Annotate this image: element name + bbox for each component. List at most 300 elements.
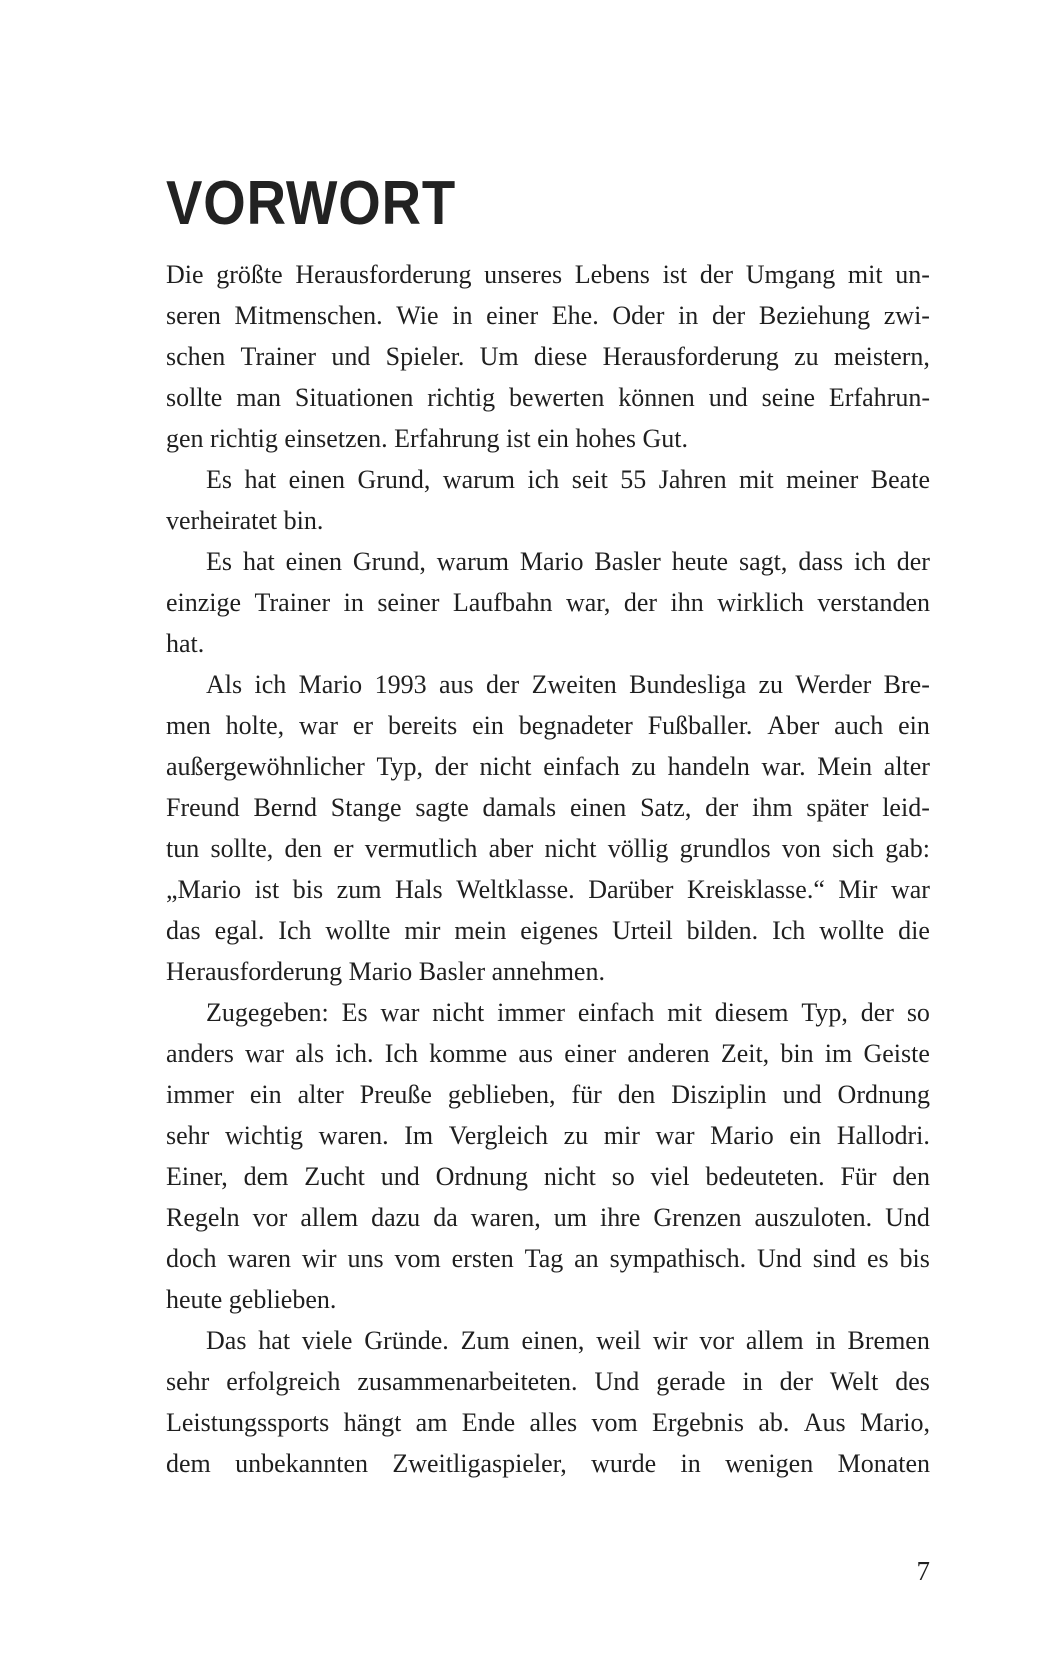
word: holte, [225, 711, 285, 740]
text-line: heute geblieben. [166, 1285, 337, 1314]
word: Oder [612, 301, 665, 330]
word: er [352, 711, 374, 740]
word: Einer, [166, 1162, 228, 1191]
word: außergewöhnlicher [166, 752, 365, 781]
word: Bremen [847, 1326, 930, 1355]
word: aus [518, 1039, 553, 1068]
word: hat [242, 547, 275, 576]
word: ein [898, 711, 930, 740]
word: bereits [387, 711, 458, 740]
word: waren. [318, 1121, 389, 1150]
word: man [236, 383, 282, 412]
word: sollte [166, 383, 223, 412]
word: nicht [544, 834, 597, 863]
word: war [380, 998, 420, 1027]
word: am [415, 1408, 448, 1437]
word: hat [258, 1326, 291, 1355]
word: Ehe. [551, 301, 599, 330]
word: tun [166, 834, 200, 863]
word: alter [297, 1080, 344, 1109]
word: anderen [627, 1039, 710, 1068]
word: Mario, [859, 1408, 930, 1437]
word: sind [812, 1244, 857, 1273]
word: gab: [885, 834, 930, 863]
word: den [284, 834, 323, 863]
word: immer [166, 1080, 234, 1109]
word: ich [254, 670, 287, 699]
word: Zeit, [720, 1039, 770, 1068]
word: mir [603, 1121, 640, 1150]
word: Beate [870, 465, 930, 494]
word: Spieler. [385, 342, 465, 371]
word: in [742, 1367, 763, 1396]
word: Ich [772, 916, 806, 945]
word: dass [798, 547, 844, 576]
word: Mein [817, 752, 873, 781]
text-line [166, 541, 930, 582]
word: Kreisklasse.“ [686, 875, 825, 904]
word: ab. [758, 1408, 790, 1437]
word: sehr [166, 1121, 210, 1150]
word: zwi- [883, 301, 930, 330]
word: Zugegeben: [206, 998, 329, 1027]
word: Und [885, 1203, 930, 1232]
word: ein [249, 1080, 282, 1109]
word: Bre- [883, 670, 930, 699]
word: diese [533, 342, 588, 371]
word: ist [662, 260, 688, 289]
word: von [781, 834, 821, 863]
word: bis [292, 875, 324, 904]
text-line: gen richtig einsetzen. Erfahrung ist ein hohes Gut. [166, 424, 689, 453]
word: eigenes [520, 916, 599, 945]
word: Typ, [376, 752, 424, 781]
word: Ergebnis [652, 1408, 744, 1437]
word: Basler [594, 547, 661, 576]
word: komme [429, 1039, 508, 1068]
word: Und [594, 1367, 640, 1396]
word: war. [761, 752, 806, 781]
word: wirklich [717, 588, 804, 617]
text-line: hat. [166, 629, 205, 658]
text-line: verheiratet bin. [166, 506, 324, 535]
word: zu [563, 1121, 589, 1150]
word: un- [895, 260, 930, 289]
word: die [898, 916, 930, 945]
word: allem [300, 1203, 359, 1232]
word: wenigen [725, 1449, 814, 1478]
word: das [166, 916, 201, 945]
word: Es [206, 465, 232, 494]
word: größte [216, 260, 283, 289]
word: so [906, 998, 930, 1027]
word: nicht [543, 1162, 596, 1191]
body-text [166, 254, 930, 1484]
word: können [618, 383, 695, 412]
word: Situationen [294, 383, 414, 412]
word: mit [739, 465, 774, 494]
word: Beziehung [758, 301, 871, 330]
word: Disziplin [671, 1080, 767, 1109]
word: einen, [521, 1326, 585, 1355]
word: Urteil [612, 916, 673, 945]
word: Satz, [640, 793, 692, 822]
word: hat [244, 465, 277, 494]
word: dazu [371, 1203, 421, 1232]
word: der [896, 547, 930, 576]
word: seine [761, 383, 816, 412]
word: alles [529, 1408, 578, 1437]
word: völlig [607, 834, 669, 863]
word: seren [166, 301, 221, 330]
word: Aus [803, 1408, 846, 1437]
word: viel [650, 1162, 690, 1191]
word: Welt [829, 1367, 879, 1396]
word: in [678, 301, 699, 330]
text-line [166, 664, 930, 705]
word: weil [596, 1326, 641, 1355]
word: hängt [343, 1408, 402, 1437]
word: men [166, 711, 211, 740]
word: sich [832, 834, 874, 863]
word: Die [166, 260, 204, 289]
word: Grund, [357, 465, 431, 494]
word: ein [789, 1121, 822, 1150]
word: sympathisch. [609, 1244, 747, 1273]
word: Monaten [837, 1449, 930, 1478]
word: Für [840, 1162, 877, 1191]
word: wollte [325, 916, 391, 945]
word: da [433, 1203, 458, 1232]
word: Gründe. [364, 1326, 449, 1355]
word: ersten [451, 1244, 514, 1273]
text-line [166, 1443, 930, 1484]
word: immer [497, 998, 566, 1027]
text-line [166, 1402, 930, 1443]
word: im [824, 1039, 853, 1068]
word: ihm [752, 793, 793, 822]
word: Stange [330, 793, 402, 822]
word: einen [569, 793, 627, 822]
word: mir [404, 916, 441, 945]
word: Es [341, 998, 368, 1027]
word: Erfahrun- [828, 383, 930, 412]
word: Jahren [658, 465, 727, 494]
text-line [166, 1074, 930, 1115]
word: als [295, 1039, 325, 1068]
word: war, [565, 588, 611, 617]
word: wir [301, 1244, 337, 1273]
word: einfach [543, 752, 620, 781]
word: und [380, 1162, 420, 1191]
word: zum [336, 875, 382, 904]
word: Um [479, 342, 519, 371]
word: bedeuteten. [705, 1162, 825, 1191]
text-line [166, 1320, 930, 1361]
word: zu [631, 752, 656, 781]
word: viele [301, 1326, 353, 1355]
text-line [166, 1238, 930, 1279]
word: bewerten [509, 383, 605, 412]
word: vermutlich [364, 834, 478, 863]
word: Herausforderung [295, 260, 472, 289]
word: Mir [838, 875, 878, 904]
word: diesem [714, 998, 789, 1027]
word: erfolgreich [226, 1367, 341, 1396]
word: grundlos [679, 834, 771, 863]
word: doch [166, 1244, 217, 1273]
word: bilden. [686, 916, 759, 945]
word: war [245, 1039, 285, 1068]
word: Umgang [745, 260, 836, 289]
word: so [611, 1162, 635, 1191]
word: richtig [427, 383, 496, 412]
word: waren [227, 1244, 291, 1273]
word: der [712, 301, 746, 330]
word: Zucht [304, 1162, 365, 1191]
word: wir [652, 1326, 688, 1355]
word: meistern, [833, 342, 930, 371]
word: ich [527, 465, 560, 494]
text-line: Herausforderung Mario Basler annehmen. [166, 957, 605, 986]
word: einen [288, 465, 345, 494]
word: auszuloten. [754, 1203, 873, 1232]
word: vor [252, 1203, 288, 1232]
word: war [299, 711, 338, 740]
word: leid- [882, 793, 930, 822]
word: auch [834, 711, 884, 740]
text-line [166, 828, 930, 869]
word: vom [591, 1408, 638, 1437]
word: in [680, 1449, 701, 1478]
word: Zweiten [531, 670, 617, 699]
word: für [571, 1080, 602, 1109]
word: der [705, 793, 739, 822]
word: nicht [479, 752, 532, 781]
word: nicht [432, 998, 485, 1027]
word: Hals [394, 875, 443, 904]
word: Regeln [166, 1203, 240, 1232]
word: Wie [396, 301, 439, 330]
word: bis [899, 1244, 930, 1273]
word: damals [482, 793, 557, 822]
word: anders [166, 1039, 234, 1068]
word: er [333, 834, 354, 863]
word: aus [438, 670, 474, 699]
word: Mitmenschen. [234, 301, 383, 330]
word: Mario [519, 547, 584, 576]
word: Freund [166, 793, 240, 822]
word: und [331, 342, 371, 371]
word: und [782, 1080, 822, 1109]
text-line [166, 336, 930, 377]
text-line [166, 459, 930, 500]
word: handeln [667, 752, 750, 781]
word: „Mario [166, 875, 242, 904]
word: Mario [710, 1121, 774, 1150]
word: schen [166, 342, 226, 371]
word: Es [206, 547, 232, 576]
word: unseres [484, 260, 563, 289]
word: Ich [384, 1039, 418, 1068]
word: ist [254, 875, 280, 904]
word: zu [794, 342, 819, 371]
word: seiner [377, 588, 440, 617]
word: der [485, 670, 520, 699]
word: Ordnung [837, 1080, 930, 1109]
word: sehr [166, 1367, 210, 1396]
word: wollte [819, 916, 885, 945]
word: einer [564, 1039, 617, 1068]
word: Preuße [359, 1080, 432, 1109]
word: unbekannten [235, 1449, 368, 1478]
word: des [895, 1367, 930, 1396]
word: aber [488, 834, 534, 863]
word: ihre [599, 1203, 641, 1232]
word: war [655, 1121, 695, 1150]
word: Im [404, 1121, 434, 1150]
word: allem [745, 1326, 804, 1355]
word: sollte, [210, 834, 274, 863]
word: vor [699, 1326, 734, 1355]
text-line [166, 787, 930, 828]
word: 1993 [374, 670, 427, 699]
word: einzige [166, 588, 242, 617]
text-line [166, 869, 930, 910]
word: zu [758, 670, 784, 699]
word: Leistungssports [166, 1408, 330, 1437]
word: warum [442, 465, 516, 494]
word: Aber [767, 711, 820, 740]
word: mein [454, 916, 507, 945]
word: Laufbahn [452, 588, 553, 617]
chapter-title: VORWORT [166, 168, 457, 238]
word: wurde [591, 1449, 657, 1478]
text-line [166, 1197, 930, 1238]
word: egal. [214, 916, 265, 945]
word: heute [671, 547, 729, 576]
word: Zum [460, 1326, 510, 1355]
word: der [779, 1367, 813, 1396]
word: der [860, 998, 894, 1027]
word: mit [847, 260, 883, 289]
word: den [617, 1080, 656, 1109]
word: der [623, 588, 658, 617]
word: verstanden [817, 588, 930, 617]
word: Zweitligaspieler, [392, 1449, 567, 1478]
word: sagt, [739, 547, 788, 576]
word: dem [243, 1162, 289, 1191]
word: Trainer [240, 342, 317, 371]
word: es [866, 1244, 889, 1273]
word: Darüber [588, 875, 674, 904]
text-line [166, 705, 930, 746]
word: Lebens [574, 260, 650, 289]
text-line [166, 1033, 930, 1074]
word: Geiste [863, 1039, 930, 1068]
word: einen [285, 547, 342, 576]
word: Ordnung [435, 1162, 528, 1191]
word: ein [472, 711, 504, 740]
word: wichtig [224, 1121, 303, 1150]
word: Bundesliga [629, 670, 747, 699]
text-line [166, 992, 930, 1033]
page-number: 7 [916, 1556, 930, 1586]
word: gerade [656, 1367, 726, 1396]
word: Grund, [352, 547, 426, 576]
word: warum [436, 547, 509, 576]
word: Und [757, 1244, 802, 1273]
word: vom [394, 1244, 441, 1273]
word: dem [166, 1449, 211, 1478]
word: Mario [298, 670, 363, 699]
word: Herausforderung [602, 342, 779, 371]
word: sagte [415, 793, 469, 822]
word: begnadeter [518, 711, 633, 740]
word: Das [206, 1326, 247, 1355]
word: ich. [335, 1039, 374, 1068]
word: zusammenarbeiteten. [357, 1367, 578, 1396]
word: der [434, 752, 468, 781]
word: den [892, 1162, 930, 1191]
word: in [815, 1326, 836, 1355]
word: Werder [795, 670, 872, 699]
word: ihn [670, 588, 704, 617]
word: Hallodri. [836, 1121, 930, 1150]
word: Fußballer. [647, 711, 753, 740]
word: einer [486, 301, 539, 330]
word: meiner [786, 465, 859, 494]
word: und [708, 383, 748, 412]
text-line [166, 377, 930, 418]
text-line [166, 582, 930, 623]
text-line [166, 1115, 930, 1156]
word: in [452, 301, 473, 330]
word: Tag [524, 1244, 564, 1273]
word: Bernd [253, 793, 317, 822]
text-line [166, 1361, 930, 1402]
word: der [699, 260, 734, 289]
word: war [890, 875, 930, 904]
word: bin [780, 1039, 814, 1068]
word: geblieben, [447, 1080, 556, 1109]
text-line [166, 910, 930, 951]
word: an [574, 1244, 599, 1273]
word: Weltklasse. [456, 875, 575, 904]
word: später [806, 793, 869, 822]
word: alter [883, 752, 930, 781]
word: Grenzen [653, 1203, 742, 1232]
word: Vergleich [448, 1121, 548, 1150]
word: waren, [470, 1203, 541, 1232]
text-line [166, 1156, 930, 1197]
word: 55 [620, 465, 647, 494]
word: uns [347, 1244, 384, 1273]
word: Ich [278, 916, 312, 945]
word: in [343, 588, 364, 617]
word: Als [206, 670, 243, 699]
word: Trainer [254, 588, 331, 617]
text-line [166, 746, 930, 787]
word: um [553, 1203, 587, 1232]
word: seit [571, 465, 608, 494]
word: mit [667, 998, 702, 1027]
word: einfach [577, 998, 655, 1027]
word: ich [854, 547, 886, 576]
word: Typ, [801, 998, 848, 1027]
word: Ende [461, 1408, 516, 1437]
text-line [166, 295, 930, 336]
